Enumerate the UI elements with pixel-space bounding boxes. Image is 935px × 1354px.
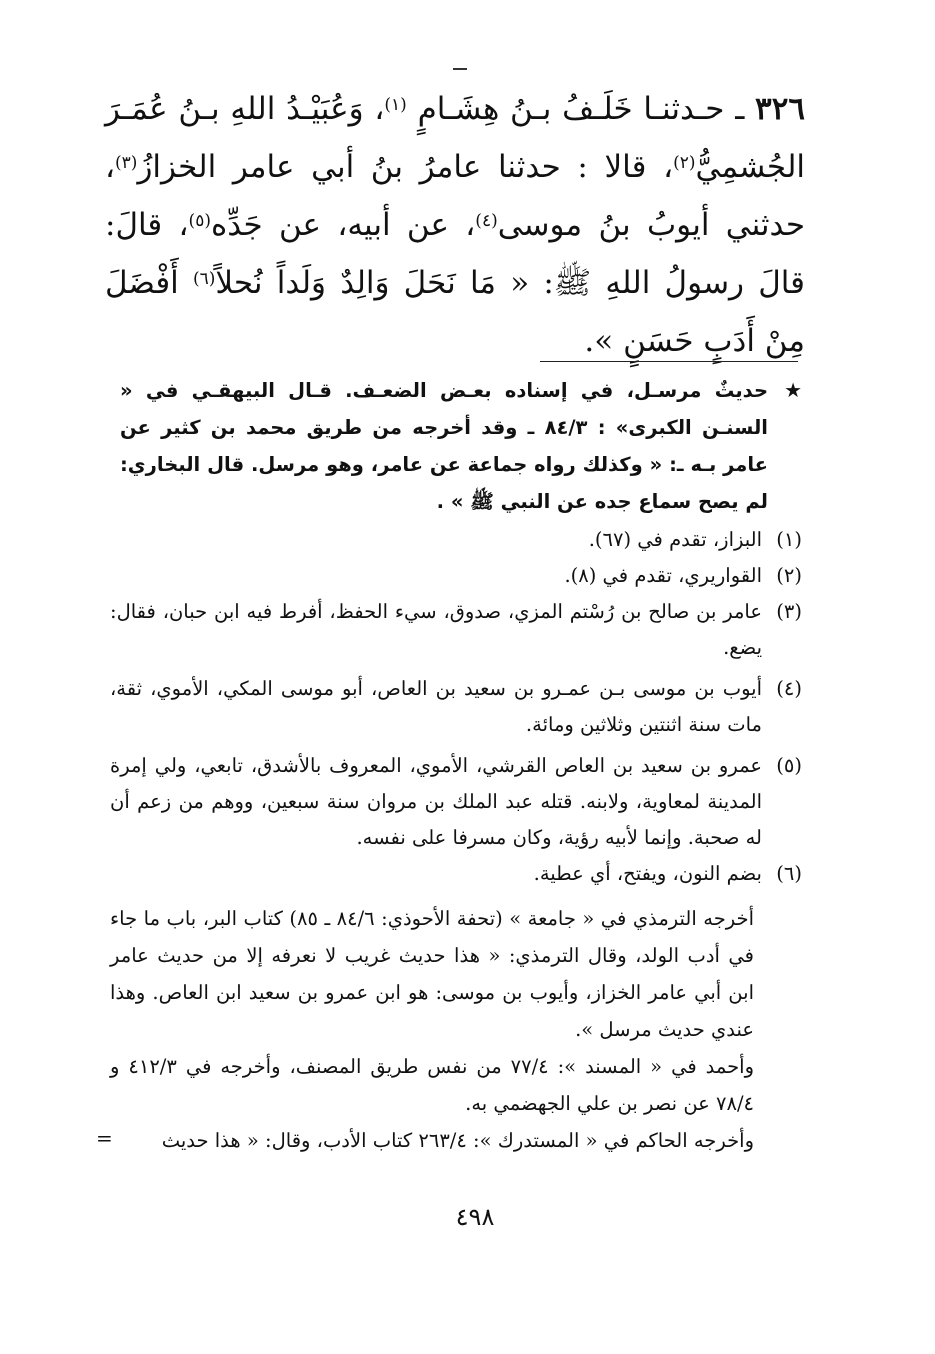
footnote-item	[110, 748, 810, 856]
hadith-segment: ، قالا : حدثنا عامرُ بنُ أبي عامر الخزازُ	[137, 149, 674, 185]
footnote-number: (٣)	[776, 600, 802, 623]
continuation-mark: =	[96, 1126, 113, 1150]
footnote-number: (٦)	[776, 862, 802, 885]
hadith-segment: ، وَعُبَيْـدُ اللهِ بـنُ عُمَـرَ الجُشمِيُّ	[105, 91, 805, 185]
footnotes-list	[110, 522, 810, 892]
footnote-text: بضم النون، ويفتح، أي عطية.	[533, 862, 762, 885]
footnote-marker: (٥)	[188, 211, 211, 231]
hadith-segment: ، حدثني أيوبُ بنُ موسى	[105, 149, 805, 243]
takhrij-paragraph	[96, 1122, 754, 1159]
footnote-text: أيوب بن موسى بـن عمـرو بن سعيد بن العاص، أبو موسى المكي، الأموي، ثقة، مات سنة اثنتين وثلاثين ومائة.	[110, 677, 762, 736]
footnote-marker: (٢)	[673, 153, 696, 173]
grading-note	[120, 372, 810, 520]
takhrij-text: وأخرجه الحاكم في « المستدرك »: ٢٦٣/٤ كتاب الأدب، وقال: « هذا حديث	[161, 1129, 754, 1152]
page-number: ٤٩٨	[455, 1203, 495, 1231]
footnote-item	[110, 558, 810, 594]
footnote-text: البزاز، تقدم في (٦٧).	[588, 528, 762, 551]
takhrij-notes	[96, 900, 755, 1159]
footnote-number: (٥)	[776, 754, 802, 777]
footnote-separator	[540, 361, 798, 362]
hadith-segment: ، قالَ: قالَ رسولُ اللهِ ﷺ: « مَا نَحَلَ وَالِدٌ وَلَداً نُحلاً	[105, 207, 805, 301]
hadith-number: ٣٢٦	[755, 91, 805, 127]
grading-text: حديثٌ مرسـل، في إسناده بعـض الضعـف. قـال البيهقـي في « السنـن الكبرى» : ٨٤/٣ ـ وقد أخرجه من طريق محمد بن كثير عن عامر بـه ـ: « وكذلك رواه جماعة عن عامر، وهو مرسل. قال البخاري: لم يصح سماع جده عن النبي ﷺ » .	[120, 379, 768, 513]
takhrij-paragraph: وأحمد في « المسند »: ٧٧/٤ من نفس طريق المصنف، وأخرجه في ٤١٢/٣ و ٧٨/٤ عن نصر بن علي الجهضمي به.	[110, 1055, 755, 1115]
footnote-marker: (٦)	[192, 269, 216, 289]
footnote-text: عمرو بن سعيد بن العاص القرشي، الأموي، المعروف بالأشدق، تابعي، ولي إمرة المدينة لمعاوية، ولابنه. قتله عبد الملك بن مروان سنة سبعين، ووهم من زعم أن له صحبة. وإنما لأبيه رؤية، وكان مسرفا على نفسه.	[110, 754, 762, 849]
footnote-item	[110, 522, 810, 558]
footnote-item	[110, 671, 810, 743]
footnote-item	[110, 856, 810, 892]
takhrij-paragraph: أخرجه الترمذي في « جامعة » (تحفة الأحوذي: ٨٤/٦ ـ ٨٥) كتاب البر، باب ما جاء في أدب الولد، وقال الترمذي: « هذا حديث غريب لا نعرفه إلا من حديث عامر ابن أبي عامر الخزاز، وأيوب بن موسى: هو ابن عمرو بن سعيد ابن العاص. وهذا عندي حديث مرسل ».	[110, 907, 755, 1041]
hadith-segment: ، عن أبيه، عن جَدِّه	[210, 207, 476, 243]
hadith-segment: أَفْضَلَ مِنْ أَدَبٍ حَسَنٍ ».	[105, 265, 805, 359]
footnote-marker: (٤)	[475, 211, 498, 231]
footnote-marker: (٣)	[115, 153, 138, 173]
footnote-text: عامر بن صالح بن رُسْتم المزي، صدوق، سيء الحفظ، أفرط فيه ابن حبان، فقال: يضع.	[110, 600, 762, 659]
footnote-text: القواريري، تقدم في (٨).	[564, 564, 762, 587]
footnote-item	[110, 594, 810, 666]
footnote-marker: (١)	[384, 95, 407, 115]
hadith-segment: ـ حـدثنـا خَلَـفُ بـنُ هِشَـامٍ	[417, 91, 756, 127]
footnote-number: (٤)	[776, 677, 802, 700]
footnote-number: (٢)	[776, 564, 802, 587]
top-mark	[453, 68, 467, 70]
footnote-number: (١)	[776, 528, 802, 551]
hadith-text	[105, 80, 805, 370]
star-icon: ★	[784, 378, 802, 402]
